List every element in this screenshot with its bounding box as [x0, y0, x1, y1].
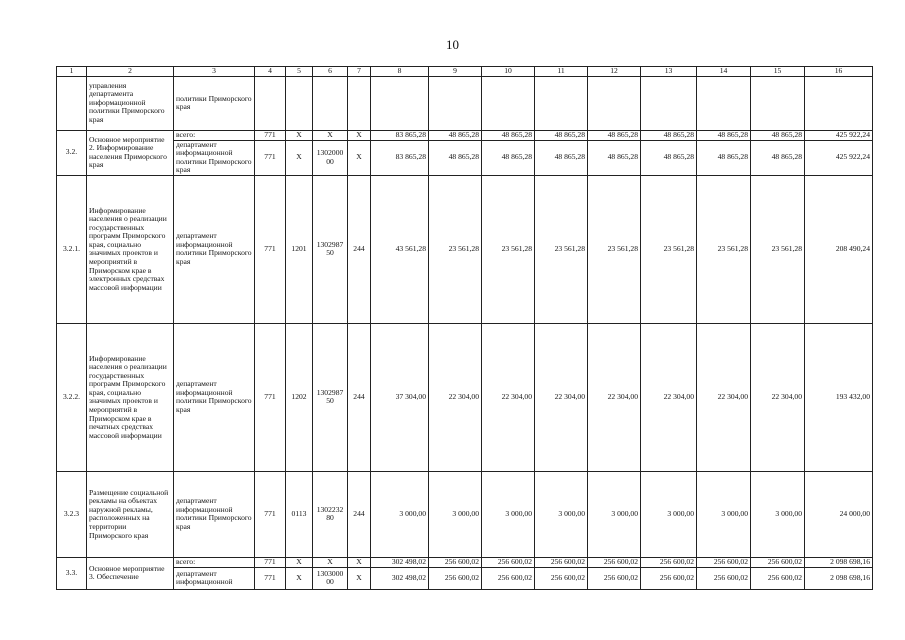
column-header: 13: [641, 67, 697, 77]
section-code: Х: [286, 130, 313, 140]
year-amount: 43 561,28: [371, 175, 429, 323]
table-row: [57, 175, 873, 323]
measure-name: управления департамента информационной политики Приморского края: [87, 76, 174, 130]
total-amount: [805, 76, 873, 130]
section-code: Х: [286, 140, 313, 175]
year-amount: 256 600,02: [641, 567, 697, 589]
row-number: 3.3.: [57, 557, 87, 589]
year-amount: 23 561,28: [429, 175, 482, 323]
target-item-code: 1302987 50: [313, 175, 348, 323]
column-header: 5: [286, 67, 313, 77]
year-amount: [535, 76, 588, 130]
year-amount: [697, 76, 751, 130]
year-amount: 22 304,00: [535, 323, 588, 471]
year-amount: 48 865,28: [641, 140, 697, 175]
year-amount: 3 000,00: [535, 471, 588, 557]
measure-name: Размещение социальной рекламы на объектах наружной рекламы, расположенных на территории Приморского края: [87, 471, 174, 557]
target-item-code: 1302000 00: [313, 140, 348, 175]
year-amount: 256 600,02: [641, 557, 697, 567]
measure-name-part: Информирование населения Приморского края: [89, 143, 167, 170]
year-amount: 3 000,00: [588, 471, 641, 557]
executor: департамент информационной политики Приморского края: [174, 323, 255, 471]
year-amount: 48 865,28: [588, 140, 641, 175]
year-amount: 37 304,00: [371, 323, 429, 471]
year-amount: 22 304,00: [641, 323, 697, 471]
total-amount: 193 432,00: [805, 323, 873, 471]
year-amount: 48 865,28: [429, 130, 482, 140]
year-amount: 48 865,28: [482, 140, 535, 175]
executor: департамент информационной политики Приморского края: [174, 175, 255, 323]
year-amount: 256 600,02: [535, 567, 588, 589]
total-amount: 24 000,00: [805, 471, 873, 557]
table-row: [57, 76, 873, 130]
year-amount: 48 865,28: [697, 130, 751, 140]
year-amount: [371, 76, 429, 130]
column-header: 15: [751, 67, 805, 77]
year-amount: 23 561,28: [482, 175, 535, 323]
grbs-code: [255, 76, 286, 130]
year-amount: 48 865,28: [751, 130, 805, 140]
executor: департамент информационной политики Приморского края: [174, 140, 255, 175]
executor: департамент информационной: [174, 567, 255, 589]
expense-type-code: [348, 76, 371, 130]
executor: политики Приморского края: [174, 76, 255, 130]
year-amount: 48 865,28: [751, 140, 805, 175]
table-row: [57, 323, 873, 471]
year-amount: 3 000,00: [371, 471, 429, 557]
table-row: [57, 557, 873, 567]
year-amount: 256 600,02: [588, 557, 641, 567]
target-item-code: 1302232 80: [313, 471, 348, 557]
year-amount: 256 600,02: [697, 567, 751, 589]
target-item-code: Х: [313, 557, 348, 567]
page-number: 10: [446, 37, 459, 52]
year-amount: 302 498,02: [371, 567, 429, 589]
column-header: 9: [429, 67, 482, 77]
row-number: 3.2.1.: [57, 175, 87, 323]
total-amount: 208 490,24: [805, 175, 873, 323]
expense-type-code: Х: [348, 140, 371, 175]
executor: всего:: [174, 130, 255, 140]
year-amount: 48 865,28: [697, 140, 751, 175]
column-header: 7: [348, 67, 371, 77]
row-number: 3.2.3: [57, 471, 87, 557]
year-amount: 3 000,00: [482, 471, 535, 557]
expense-type-code: 244: [348, 471, 371, 557]
expense-type-code: Х: [348, 130, 371, 140]
column-header: 6: [313, 67, 348, 77]
grbs-code: 771: [255, 567, 286, 589]
year-amount: 302 498,02: [371, 557, 429, 567]
table-header: [57, 67, 873, 77]
column-header: 8: [371, 67, 429, 77]
expense-type-code: Х: [348, 567, 371, 589]
expense-type-code: 244: [348, 323, 371, 471]
year-amount: 22 304,00: [697, 323, 751, 471]
measure-name: Информирование населения о реализации государственных программ Приморского края, социально значимых проектов и мероприятий в Приморском крае в электронных средствах массовой информации: [87, 175, 174, 323]
section-code: Х: [286, 557, 313, 567]
measure-name: Информирование населения о реализации государственных программ Приморского края, социально значимых проектов и мероприятий в Приморском крае в печатных средствах массовой информации: [87, 323, 174, 471]
row-number: 3.2.: [57, 130, 87, 175]
measure-name-part: Основное мероприятие 2.: [89, 134, 165, 153]
year-amount: 256 600,02: [482, 567, 535, 589]
year-amount: [641, 76, 697, 130]
year-amount: [482, 76, 535, 130]
table-row: [57, 471, 873, 557]
section-code: 1201: [286, 175, 313, 323]
year-amount: [751, 76, 805, 130]
year-amount: 256 600,02: [751, 557, 805, 567]
target-item-code: [313, 76, 348, 130]
year-amount: 23 561,28: [697, 175, 751, 323]
column-header: 12: [588, 67, 641, 77]
year-amount: 256 600,02: [751, 567, 805, 589]
year-amount: 3 000,00: [697, 471, 751, 557]
year-amount: 256 600,02: [429, 567, 482, 589]
year-amount: 48 865,28: [588, 130, 641, 140]
year-amount: 22 304,00: [751, 323, 805, 471]
year-amount: 3 000,00: [751, 471, 805, 557]
grbs-code: 771: [255, 140, 286, 175]
year-amount: 22 304,00: [429, 323, 482, 471]
year-amount: 256 600,02: [482, 557, 535, 567]
section-code: [286, 76, 313, 130]
budget-table: [56, 66, 873, 590]
target-item-code: 1302987 50: [313, 323, 348, 471]
table-row: [57, 130, 873, 140]
year-amount: 256 600,02: [588, 567, 641, 589]
row-number: 3.2.2.: [57, 323, 87, 471]
year-amount: 256 600,02: [697, 557, 751, 567]
total-amount: 425 922,24: [805, 130, 873, 140]
total-amount: 2 098 698,16: [805, 557, 873, 567]
grbs-code: 771: [255, 130, 286, 140]
year-amount: 256 600,02: [535, 557, 588, 567]
measure-name: [87, 557, 174, 589]
column-header: 2: [87, 67, 174, 77]
expense-type-code: Х: [348, 557, 371, 567]
table-row: [57, 140, 873, 175]
year-amount: 48 865,28: [641, 130, 697, 140]
year-amount: [588, 76, 641, 130]
target-item-code: 1303000 00: [313, 567, 348, 589]
row-number: [57, 76, 87, 130]
year-amount: 23 561,28: [588, 175, 641, 323]
year-amount: 22 304,00: [588, 323, 641, 471]
year-amount: 256 600,02: [429, 557, 482, 567]
column-header: 11: [535, 67, 588, 77]
section-code: 1202: [286, 323, 313, 471]
table-body: [57, 76, 873, 589]
section-code: 0113: [286, 471, 313, 557]
year-amount: 23 561,28: [751, 175, 805, 323]
section-code: Х: [286, 567, 313, 589]
column-header: 3: [174, 67, 255, 77]
table-row: [57, 567, 873, 589]
year-amount: 23 561,28: [641, 175, 697, 323]
year-amount: 48 865,28: [535, 130, 588, 140]
year-amount: 3 000,00: [429, 471, 482, 557]
year-amount: 23 561,28: [535, 175, 588, 323]
year-amount: 48 865,28: [535, 140, 588, 175]
year-amount: 48 865,28: [482, 130, 535, 140]
column-header: 14: [697, 67, 751, 77]
total-amount: 2 098 698,16: [805, 567, 873, 589]
year-amount: 3 000,00: [641, 471, 697, 557]
grbs-code: 771: [255, 471, 286, 557]
executor: департамент информационной политики Приморского края: [174, 471, 255, 557]
column-header: 1: [57, 67, 87, 77]
measure-name-part: мероприятие 3. Обеспечение: [89, 563, 165, 582]
column-header: 10: [482, 67, 535, 77]
year-amount: 48 865,28: [429, 140, 482, 175]
grbs-code: 771: [255, 175, 286, 323]
measure-name-part: Основное: [89, 563, 123, 573]
year-amount: 22 304,00: [482, 323, 535, 471]
grbs-code: 771: [255, 323, 286, 471]
year-amount: 83 865,28: [371, 140, 429, 175]
column-header: 4: [255, 67, 286, 77]
target-item-code: Х: [313, 130, 348, 140]
total-amount: 425 922,24: [805, 140, 873, 175]
expense-type-code: 244: [348, 175, 371, 323]
measure-name: [87, 130, 174, 175]
grbs-code: 771: [255, 557, 286, 567]
year-amount: 83 865,28: [371, 130, 429, 140]
executor: всего:: [174, 557, 255, 567]
year-amount: [429, 76, 482, 130]
column-header: 16: [805, 67, 873, 77]
